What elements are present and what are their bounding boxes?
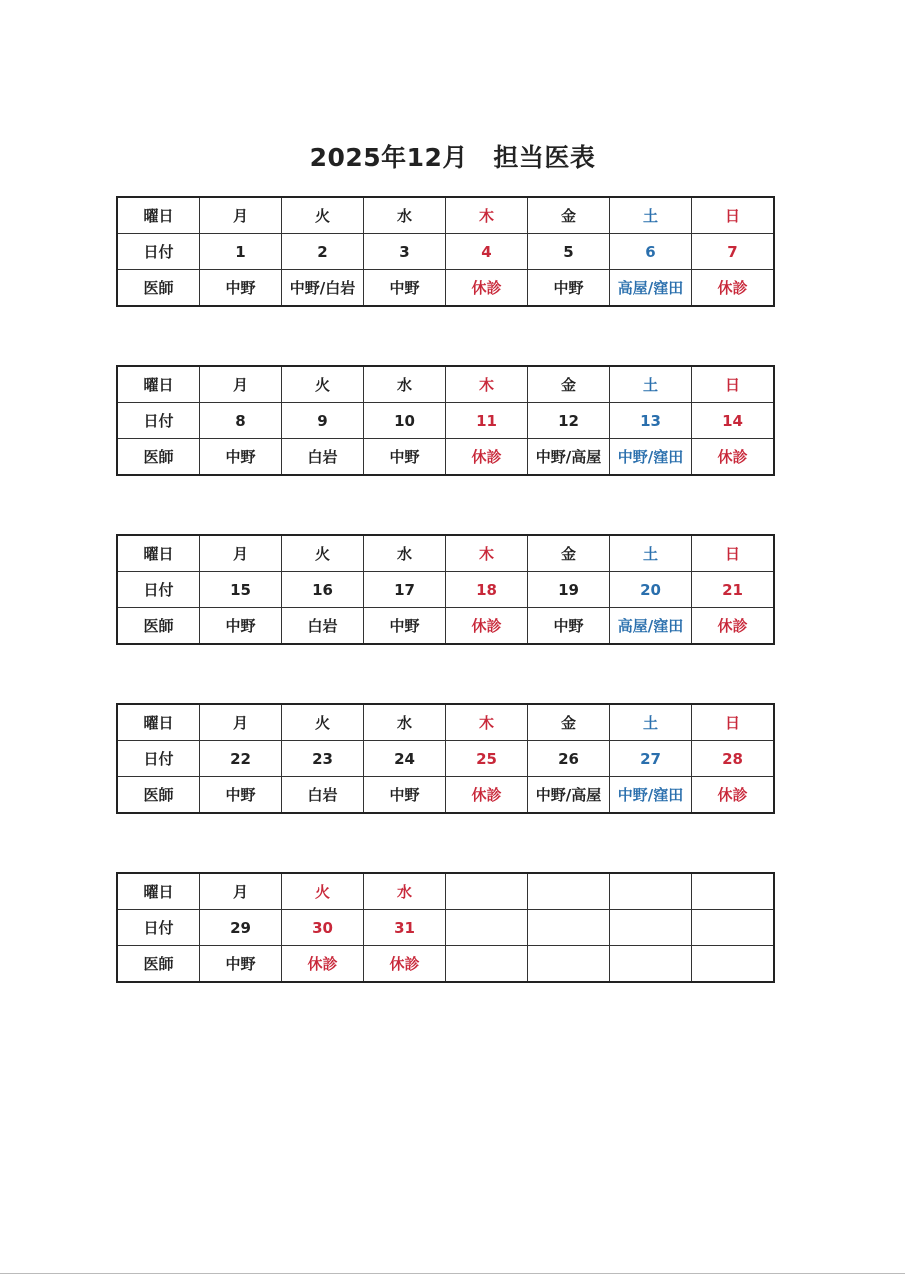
empty-cell [446,910,528,946]
week-table-5 [116,872,775,983]
weekday-row [117,873,774,910]
doctor-cell: 休診 [446,777,528,814]
weekday-cell: 火 [282,704,364,741]
weekday-cell: 金 [528,704,610,741]
empty-cell [446,946,528,983]
doctor-cell: 中野 [200,439,282,476]
weekday-cell: 日 [692,535,775,572]
weekday-cell: 日 [692,366,775,403]
date-cell: 13 [610,403,692,439]
week-table-3 [116,534,775,645]
date-cell: 12 [528,403,610,439]
doctor-cell: 休診 [692,777,775,814]
doctor-cell: 休診 [282,946,364,983]
date-cell: 30 [282,910,364,946]
date-cell: 27 [610,741,692,777]
doctor-cell: 中野 [528,270,610,307]
doctor-row [117,439,774,476]
doctor-cell: 白岩 [282,777,364,814]
doctor-cell: 休診 [692,608,775,645]
date-cell: 1 [200,234,282,270]
date-cell: 17 [364,572,446,608]
weekday-cell: 火 [282,197,364,234]
date-cell: 24 [364,741,446,777]
doctor-cell: 休診 [446,270,528,307]
date-cell: 9 [282,403,364,439]
date-row [117,403,774,439]
doctor-cell: 中野 [200,777,282,814]
doctor-cell: 中野 [200,946,282,983]
weekday-cell: 土 [610,197,692,234]
weekday-cell: 水 [364,535,446,572]
weekday-cell: 水 [364,197,446,234]
row-label-weekday: 曜日 [117,873,200,910]
date-cell: 23 [282,741,364,777]
date-cell: 11 [446,403,528,439]
empty-cell [610,873,692,910]
weekday-cell: 木 [446,704,528,741]
week-table-1 [116,196,775,307]
empty-cell [692,946,775,983]
row-label-date: 日付 [117,234,200,270]
doctor-cell: 高屋/窪田 [610,270,692,307]
doctor-cell: 高屋/窪田 [610,608,692,645]
date-cell: 18 [446,572,528,608]
doctor-cell: 中野 [200,608,282,645]
weekday-cell: 水 [364,366,446,403]
date-cell: 14 [692,403,775,439]
row-label-weekday: 曜日 [117,197,200,234]
date-cell: 16 [282,572,364,608]
weekday-row [117,704,774,741]
empty-cell [446,873,528,910]
weekday-cell: 火 [282,873,364,910]
doctor-cell: 中野 [364,608,446,645]
weekday-cell: 土 [610,366,692,403]
doctor-cell: 中野 [200,270,282,307]
doctor-row [117,946,774,983]
row-label-date: 日付 [117,741,200,777]
date-cell: 21 [692,572,775,608]
weekday-cell: 金 [528,197,610,234]
row-label-doctor: 医師 [117,608,200,645]
row-label-date: 日付 [117,910,200,946]
date-cell: 20 [610,572,692,608]
doctor-cell: 白岩 [282,608,364,645]
empty-cell [528,910,610,946]
date-cell: 10 [364,403,446,439]
date-cell: 31 [364,910,446,946]
row-label-weekday: 曜日 [117,704,200,741]
weekday-cell: 火 [282,366,364,403]
weekday-row [117,366,774,403]
date-cell: 22 [200,741,282,777]
empty-cell [528,873,610,910]
doctor-cell: 休診 [446,439,528,476]
empty-cell [528,946,610,983]
weekday-cell: 日 [692,197,775,234]
date-cell: 26 [528,741,610,777]
weekday-cell: 土 [610,704,692,741]
empty-cell [692,910,775,946]
doctor-cell: 中野/窪田 [610,439,692,476]
page-bottom-divider [0,1273,905,1274]
doctor-cell: 中野/白岩 [282,270,364,307]
doctor-cell: 中野 [364,439,446,476]
doctor-cell: 中野/窪田 [610,777,692,814]
doctor-cell: 中野 [528,608,610,645]
weekday-row [117,197,774,234]
date-cell: 15 [200,572,282,608]
weekday-cell: 木 [446,535,528,572]
date-cell: 2 [282,234,364,270]
date-cell: 7 [692,234,775,270]
row-label-doctor: 医師 [117,439,200,476]
date-row [117,910,774,946]
row-label-doctor: 医師 [117,946,200,983]
weekday-cell: 月 [200,873,282,910]
weekday-cell: 木 [446,366,528,403]
date-cell: 8 [200,403,282,439]
week-table-4 [116,703,775,814]
doctor-cell: 休診 [364,946,446,983]
doctor-cell: 中野/高屋 [528,777,610,814]
weekday-cell: 月 [200,704,282,741]
weekday-cell: 月 [200,197,282,234]
doctor-cell: 中野/高屋 [528,439,610,476]
date-cell: 6 [610,234,692,270]
date-row [117,741,774,777]
empty-cell [610,910,692,946]
row-label-doctor: 医師 [117,270,200,307]
page-title: 2025年12月 担当医表 [309,143,596,172]
weekday-cell: 月 [200,535,282,572]
row-label-date: 日付 [117,403,200,439]
date-cell: 29 [200,910,282,946]
date-cell: 3 [364,234,446,270]
row-label-doctor: 医師 [117,777,200,814]
empty-cell [610,946,692,983]
weekday-cell: 火 [282,535,364,572]
date-cell: 5 [528,234,610,270]
date-cell: 19 [528,572,610,608]
weekday-cell: 金 [528,366,610,403]
doctor-cell: 中野 [364,777,446,814]
date-row [117,572,774,608]
date-cell: 25 [446,741,528,777]
doctor-cell: 休診 [692,270,775,307]
week-table-2 [116,365,775,476]
date-cell: 4 [446,234,528,270]
doctor-row [117,777,774,814]
row-label-weekday: 曜日 [117,366,200,403]
date-cell: 28 [692,741,775,777]
doctor-cell: 白岩 [282,439,364,476]
row-label-weekday: 曜日 [117,535,200,572]
empty-cell [692,873,775,910]
doctor-cell: 休診 [446,608,528,645]
weekday-cell: 水 [364,873,446,910]
weekday-cell: 木 [446,197,528,234]
doctor-row [117,270,774,307]
row-label-date: 日付 [117,572,200,608]
weekday-cell: 水 [364,704,446,741]
weekday-cell: 金 [528,535,610,572]
date-row [117,234,774,270]
weekday-cell: 土 [610,535,692,572]
doctor-cell: 休診 [692,439,775,476]
weekday-cell: 日 [692,704,775,741]
weekday-cell: 月 [200,366,282,403]
weekday-row [117,535,774,572]
doctor-cell: 中野 [364,270,446,307]
doctor-row [117,608,774,645]
